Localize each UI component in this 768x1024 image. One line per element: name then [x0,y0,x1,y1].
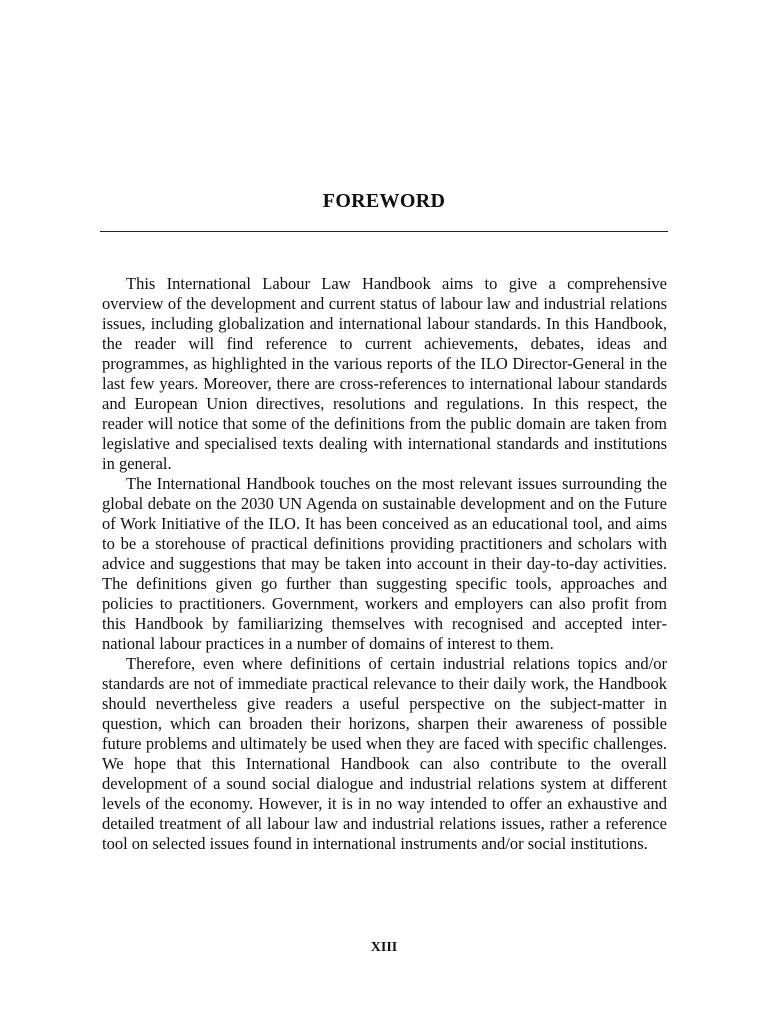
title-divider [100,231,668,232]
page-number: XIII [370,940,398,955]
paragraph-1: This International Labour Law Handbook aims to give a comprehensive overview of the development and current status of labour law and industrial relations issues, including globalization and international labour standards. In this Handbook, the reader will find reference to current achievements, debates, ideas and programmes, as highlighted in the various reports of the ILO Director-General in the last few years. Moreover, there are cross-references to international labour standards and European Union directives, resolutions and regulations. In this respect, the reader will notice that some of the definitions from the public domain are taken from legislative and specialised texts dealing with international standards and institutions in general. [102,274,667,473]
paragraph-2: The International Handbook touches on the most relevant issues surrounding the global debate on the 2030 UN Agenda on sustainable development and on the Future of Work Initiative of the ILO. It has been conceived as an educational tool, and aims to be a storehouse of practical definitions providing practitioners and scholars with advice and suggestions that may be taken into account in their day-to-day activities. The definitions given go further than suggesting specific tools, approaches and policies to practitioners. Government, workers and employers can also profit from this Handbook by familiarizing themselves with recognised and accepted international labour practices in a number of domains of interest to them. [102,474,667,653]
paragraph-3: Therefore, even where definitions of certain industrial relations topics and/or standards are not of immediate practical relevance to their daily work, the Handbook should nevertheless give readers a useful perspective on the subject-matter in question, which can broaden their horizons, sharpen their awareness of possible future problems and ultimately be used when they are faced with specific challenges. We hope that this International Handbook can also contribute to the overall development of a sound social dialogue and industrial relations system at different levels of the economy. However, it is in no way intended to offer an exhaustive and detailed treatment of all labour law and industrial relations issues, rather a reference tool on selected issues found in international instruments and/or social institutions. [102,654,667,853]
page-title: FOREWORD [322,190,446,212]
body-text [102,274,667,854]
